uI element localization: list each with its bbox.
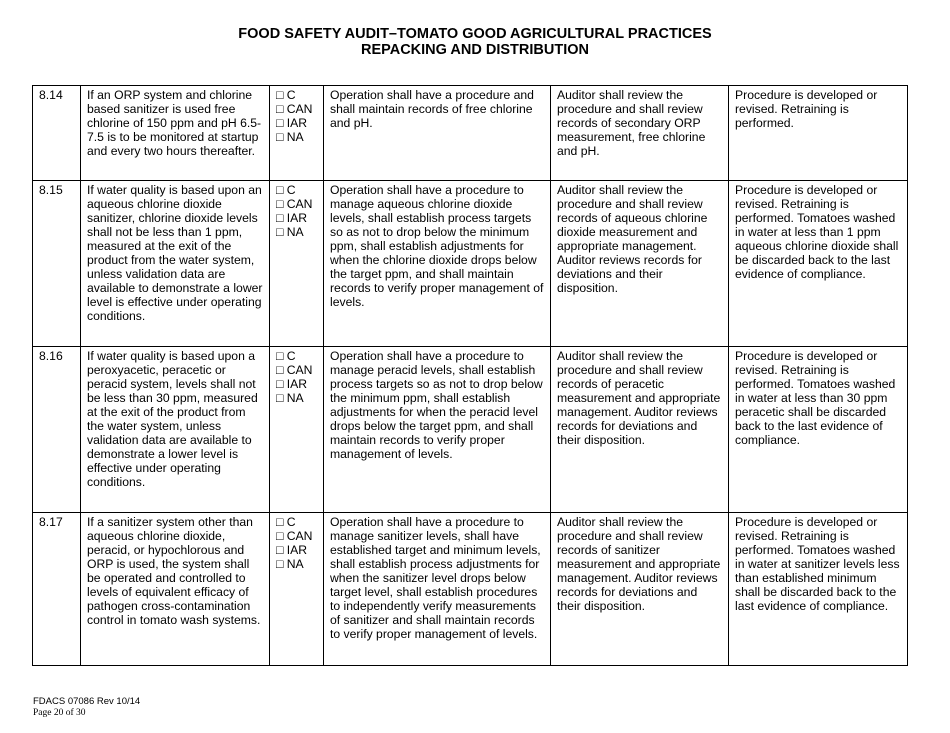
table-row xyxy=(33,513,908,666)
expectation-cell: Operation shall have a procedure to manage peracid levels, shall establish process targets so as not to drop below the minimum ppm, shall establish adjustments for when the peracid level drops below the target ppm, and shall maintain records to verify proper management of levels. xyxy=(324,347,551,513)
option-na[interactable]: □ NA xyxy=(276,225,304,239)
verification-cell: Auditor shall review the procedure and shall review records of secondary ORP measurement, free chlorine and pH. xyxy=(551,86,729,181)
corrective-action-cell: Procedure is developed or revised. Retraining is performed. Tomatoes washed in water at sanitizer levels less than established minimum shall be discarded back to the last evidence of compliance. xyxy=(729,513,908,666)
option-c[interactable]: □ C xyxy=(276,88,296,102)
audit-table xyxy=(32,85,908,666)
option-c[interactable]: □ C xyxy=(276,515,296,529)
compliance-options xyxy=(270,347,324,513)
option-can[interactable]: □ CAN xyxy=(276,197,313,211)
corrective-action-cell: Procedure is developed or revised. Retraining is performed. Tomatoes washed in water at less than 1 ppm aqueous chlorine dioxide shall be discarded back to the last evidence of compliance. xyxy=(729,181,908,347)
option-c[interactable]: □ C xyxy=(276,183,296,197)
compliance-options xyxy=(270,181,324,347)
option-na[interactable]: □ NA xyxy=(276,557,304,571)
page-number: Page 20 of 30 xyxy=(33,708,86,718)
row-id: 8.16 xyxy=(33,347,81,513)
row-id: 8.14 xyxy=(33,86,81,181)
corrective-action-cell: Procedure is developed or revised. Retraining is performed. Tomatoes washed in water at less than 30 ppm peracetic shall be discarded back to the last evidence of compliance. xyxy=(729,347,908,513)
option-can[interactable]: □ CAN xyxy=(276,363,313,377)
requirement-cell: If water quality is based upon a peroxyacetic, peracetic or peracid system, levels shall not be less than 30 ppm, measured at the exit of the product from the water system, unless validation data are available to demonstrate a lower level is effective under operating conditions. xyxy=(81,347,270,513)
verification-cell: Auditor shall review the procedure and shall review records of sanitizer measurement and appropriate management. Auditor reviews records for deviations and their disposition. xyxy=(551,513,729,666)
requirement-cell: If water quality is based upon an aqueous chlorine dioxide sanitizer, chlorine dioxide levels shall not be less than 1 ppm, measured at the exit of the product from the water system, unless validation data are available to demonstrate a lower level is effective under operating conditions. xyxy=(81,181,270,347)
row-id: 8.15 xyxy=(33,181,81,347)
option-c[interactable]: □ C xyxy=(276,349,296,363)
form-id: FDACS 07086 Rev 10/14 xyxy=(33,696,141,707)
option-can[interactable]: □ CAN xyxy=(276,529,313,543)
compliance-options xyxy=(270,86,324,181)
table-row xyxy=(33,347,908,513)
title-line-2: REPACKING AND DISTRIBUTION xyxy=(361,42,589,58)
verification-cell: Auditor shall review the procedure and shall review records of aqueous chlorine dioxide measurement and appropriate management. Auditor reviews records for deviations and their disposition. xyxy=(551,181,729,347)
compliance-options xyxy=(270,513,324,666)
table-row xyxy=(33,181,908,347)
option-na[interactable]: □ NA xyxy=(276,130,304,144)
expectation-cell: Operation shall have a procedure to manage aqueous chlorine dioxide levels, shall establish process targets so as not to drop below the minimum ppm, shall establish adjustments for when the chlorine dioxide drops below the target ppm, and shall maintain records to verify proper management of levels. xyxy=(324,181,551,347)
option-can[interactable]: □ CAN xyxy=(276,102,313,116)
title-line-1: FOOD SAFETY AUDIT–TOMATO GOOD AGRICULTURAL PRACTICES xyxy=(238,26,712,42)
row-id: 8.17 xyxy=(33,513,81,666)
requirement-cell: If a sanitizer system other than aqueous chlorine dioxide, peracid, or hypochlorous and ORP is used, the system shall be operated and controlled to levels of equivalent efficacy of pathogen cross-contamination control in tomato wash systems. xyxy=(81,513,270,666)
table-row xyxy=(33,86,908,181)
verification-cell: Auditor shall review the procedure and shall review records of peracetic measurement and appropriate management. Auditor reviews records for deviations and their disposition. xyxy=(551,347,729,513)
page-title xyxy=(0,26,950,58)
expectation-cell: Operation shall have a procedure and shall maintain records of free chlorine and pH. xyxy=(324,86,551,181)
option-iar[interactable]: □ IAR xyxy=(276,377,308,391)
corrective-action-cell: Procedure is developed or revised. Retraining is performed. xyxy=(729,86,908,181)
expectation-cell: Operation shall have a procedure to manage sanitizer levels, shall have established target and minimum levels, shall establish process adjustments for when the sanitizer level drops below target level, shall establish procedures to independently verify measurements of sanitizer and shall maintain records to verify proper management of levels. xyxy=(324,513,551,666)
requirement-cell: If an ORP system and chlorine based sanitizer is used free chlorine of 150 ppm and pH 6.5-7.5 is to be monitored at startup and every two hours thereafter. xyxy=(81,86,270,181)
option-na[interactable]: □ NA xyxy=(276,391,304,405)
option-iar[interactable]: □ IAR xyxy=(276,211,308,225)
option-iar[interactable]: □ IAR xyxy=(276,543,308,557)
option-iar[interactable]: □ IAR xyxy=(276,116,308,130)
